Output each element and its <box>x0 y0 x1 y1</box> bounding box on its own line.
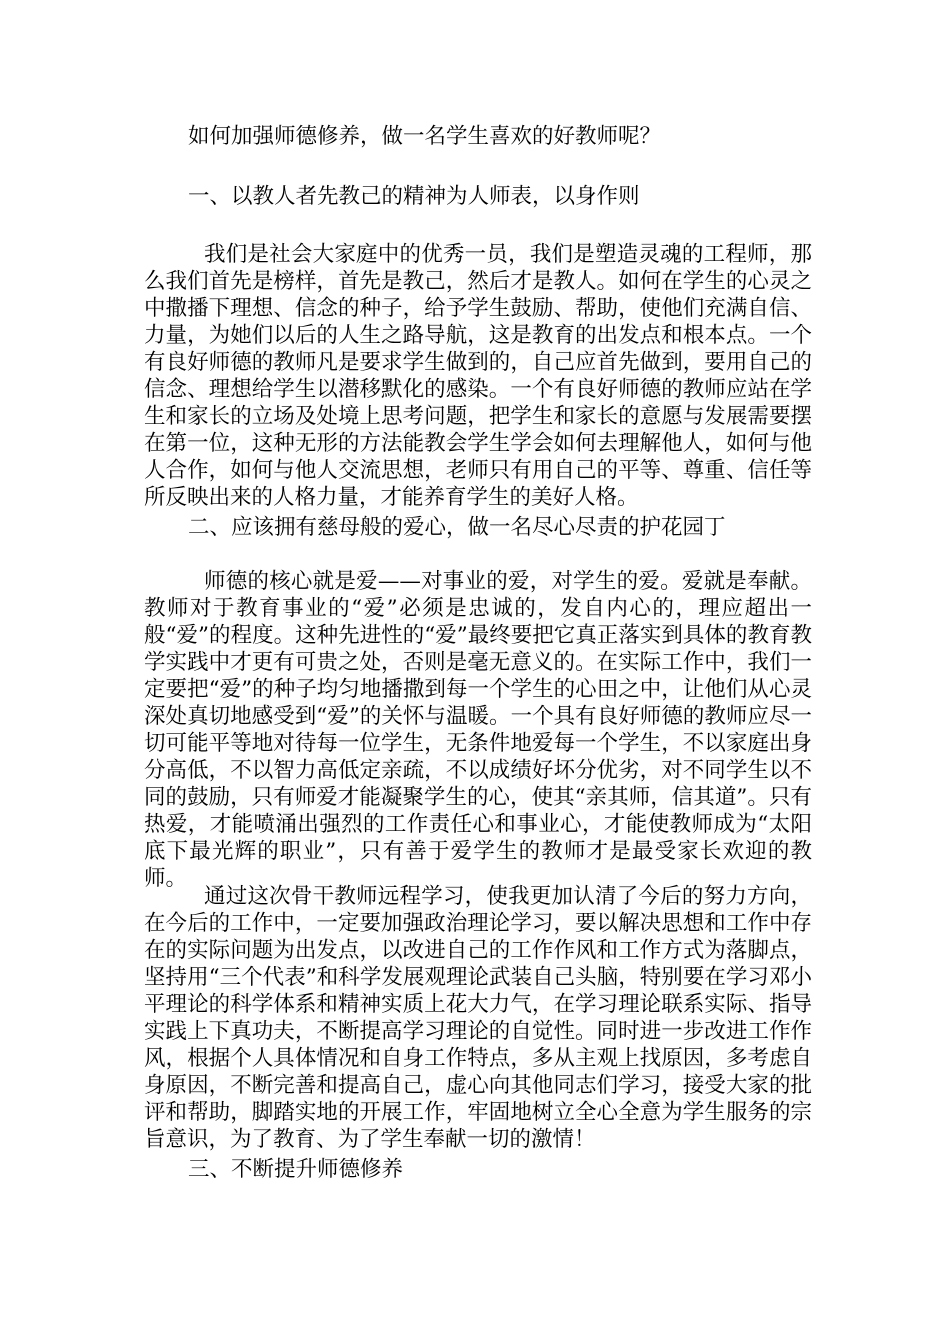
document-title: 如何加强师德修养，做一名学生喜欢的好教师呢？ <box>188 124 662 149</box>
section-2-paragraph-2: 通过这次骨干教师远程学习，使我更加认清了今后的努力方向，在今后的工作中，一定要加强政治理论学习，要以解决思想和工作中存在的实际问题为出发点，以改进自己的工作作风和工作方式为落脚点，坚持用“三个代表”和科学发展观理论武装自己头脑，特别要在学习邓小平理论的科学体系和精神实质上花大力气，在学习理论联系实际、指导实践上下真功夫，不断提高学习理论的自觉性。同时进一步改进工作作风，根据个人具体情况和自身工作特点，多从主观上找原因，多考虑自身原因，不断完善和提高自己，虚心向其他同志们学习，接受大家的批评和帮助，脚踏实地的开展工作，牢固地树立全心全意为学生服务的宗旨意识，为了教育、为了学生奉献一切的激情！ <box>144 884 812 1152</box>
section-heading-1: 一、以教人者先教己的精神为人师表，以身作则 <box>188 184 640 209</box>
section-heading-3: 三、不断提升师德修养 <box>188 1157 404 1182</box>
section-2-paragraph-1: 师德的核心就是爱——对事业的爱，对学生的爱。爱就是奉献。教师对于教育事业的“爱”必须是忠诚的，发自内心的，理应超出一般“爱”的程度。这种先进性的“爱”最终要把它真正落实到具体的教育教学实践中才更有可贵之处，否则是毫无意义的。在实际工作中，我们一定要把“爱”的种子均匀地播撒到每一个学生的心田之中，让他们从心灵深处真切地感受到“爱”的关怀与温暖。一个具有良好师德的教师应尽一切可能平等地对待每一位学生，无条件地爱每一个学生，不以家庭出身分高低，不以智力高低定亲疏，不以成绩好坏分优劣，对不同学生以不同的鼓励，只有师爱才能凝聚学生的心，使其“亲其师，信其道”。只有热爱，才能喷涌出强烈的工作责任心和事业心，才能使教师成为“太阳底下最光辉的职业”，只有善于爱学生的教师才是最受家长欢迎的教师。 <box>144 569 812 891</box>
section-heading-2: 二、应该拥有慈母般的爱心，做一名尽心尽责的护花园丁 <box>188 515 726 540</box>
section-1-paragraph-1: 我们是社会大家庭中的优秀一员，我们是塑造灵魂的工程师，那么我们首先是榜样，首先是教己，然后才是教人。如何在学生的心灵之中撒播下理想、信念的种子，给予学生鼓励、帮助，使他们充满自信、力量，为她们以后的人生之路导航，这是教育的出发点和根本点。一个有良好师德的教师凡是要求学生做到的，自己应首先做到，要用自己的信念、理想给学生以潜移默化的感染。一个有良好师德的教师应站在学生和家长的立场及处境上思考问题，把学生和家长的意愿与发展需要摆在第一位，这种无形的方法能教会学生学会如何去理解他人，如何与他人合作，如何与他人交流思想，老师只有用自己的平等、尊重、信任等所反映出来的人格力量，才能养育学生的美好人格。 <box>144 242 812 510</box>
